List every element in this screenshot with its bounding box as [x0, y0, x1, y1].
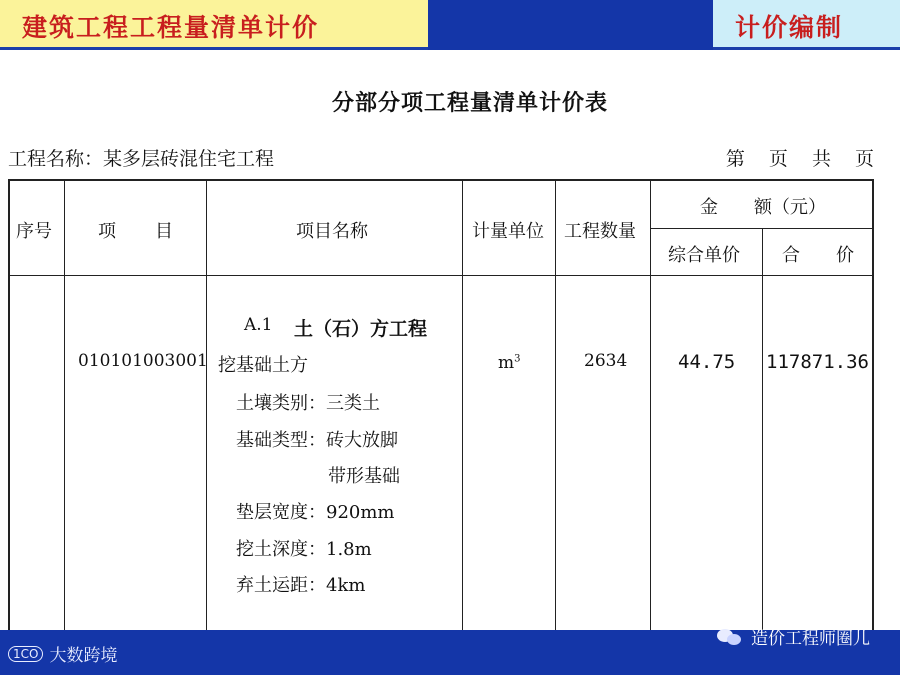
header-middle-band — [428, 0, 713, 50]
header-amount: 金 额（元） — [700, 197, 826, 218]
section-code: A.1 — [244, 315, 273, 335]
slide-title: 建筑工程工程量清单计价 — [22, 13, 320, 42]
header-unit: 计量单位 — [472, 221, 544, 242]
row-total: 117871.36 — [766, 351, 869, 373]
col-divider — [762, 228, 763, 634]
row-quantity: 2634 — [584, 351, 628, 371]
row-name: 挖基础土方 — [218, 355, 308, 376]
col-divider — [555, 181, 556, 634]
header-bottom-line — [10, 275, 872, 276]
detail-soil-type: 土壤类别：三类土 — [236, 393, 380, 414]
detail-foundation-type: 基础类型：砖大放脚 — [236, 430, 398, 451]
header-item-code: 项 目 — [98, 221, 174, 242]
page-counter: 第 页 共 页 — [725, 148, 874, 170]
header-total: 合 价 — [782, 245, 854, 266]
section-title: 土（石）方工程 — [294, 318, 428, 340]
col-divider — [650, 181, 651, 634]
detail-foundation-type-cont: 带形基础 — [328, 466, 400, 487]
header-quantity: 工程数量 — [564, 221, 636, 242]
wechat-account: 造价工程师圈儿 — [751, 629, 870, 649]
wechat-watermark — [717, 624, 870, 649]
detail-excavation-depth: 挖土深度：1.8m — [236, 539, 372, 560]
brand-name: 大数跨境 — [49, 646, 118, 666]
header-item-name: 项目名称 — [296, 221, 368, 242]
slide-subtitle: 计价编制 — [735, 13, 844, 42]
brand-mark — [8, 641, 117, 666]
col-divider — [64, 181, 65, 634]
row-unit-superscript: 3 — [514, 353, 521, 365]
project-name: 工程名称：某多层砖混住宅工程 — [8, 148, 275, 170]
row-unit: $m^3$ — [498, 353, 521, 373]
row-divider — [650, 228, 872, 229]
header-unit-price: 综合单价 — [668, 245, 740, 266]
detail-haul-distance: 弃土运距：4km — [236, 575, 366, 596]
row-code: 010101003001 — [78, 351, 208, 371]
col-divider — [462, 181, 463, 634]
detail-cushion-width: 垫层宽度：920mm — [236, 502, 395, 523]
brand-logo-icon: 1CO — [8, 646, 43, 662]
header-seq: 序号 — [16, 221, 52, 242]
pricing-table — [8, 179, 874, 634]
row-unit-price: 44.75 — [678, 351, 736, 373]
col-divider — [206, 181, 207, 634]
document-title: 分部分项工程量清单计价表 — [331, 90, 608, 116]
wechat-icon — [717, 627, 743, 647]
